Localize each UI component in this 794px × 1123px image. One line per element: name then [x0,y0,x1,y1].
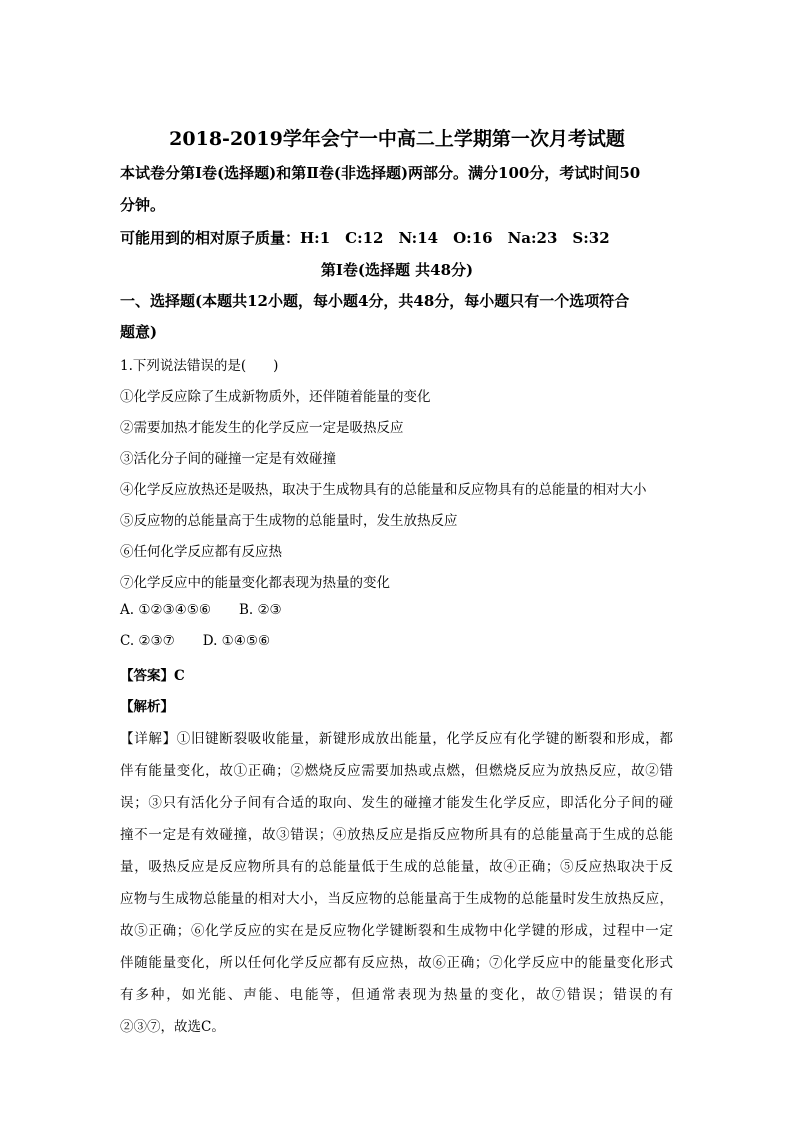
statement-7: ⑦化学反应中的能量变化都表现为热量的变化 [120,575,390,591]
detail-line-1: 【详解】①旧键断裂吸收能量，新键形成放出能量，化学反应有化学键的断裂和形成，都 [120,731,673,747]
atomic-mass-line: 可能用到的相对原子质量：H:1 C:12 N:14 O:16 Na:23 S:32 [120,229,610,247]
detail-line-7: 故⑤正确；⑥化学反应的实在是反应物化学键断裂和生成物中化学键的形成，过程中一定 [120,923,673,939]
detail-line-10: ②③⑦，故选C。 [120,1019,225,1035]
statement-3: ③活化分子间的碰撞一定是有效碰撞 [120,451,336,467]
detail-line-8: 伴随能量变化，所以任何化学反应都有反应热，故⑥正确；⑦化学反应中的能量变化形式 [120,955,673,971]
detail-line-2: 伴有能量变化，故①正确；②燃烧反应需要加热或点燃，但燃烧反应为放热反应，故②错 [120,763,673,779]
detail-line-5: 量，吸热反应是反应物所具有的总能量低于生成的总能量，故④正确；⑤反应热取决于反 [120,859,673,875]
analysis-header: 【解析】 [120,699,174,715]
part1-header: 第Ⅰ卷(选择题 共48分) [320,261,474,279]
statement-6: ⑥任何化学反应都有反应热 [120,544,282,560]
detail-line-9: 有多种，如光能、声能、电能等，但通常表现为热量的变化，故⑦错误；错误的有 [120,987,673,1003]
detail-line-4: 撞不一定是有效碰撞，故③错误；④放热反应是指反应物所具有的总能量高于生成的总能 [120,827,673,843]
options-row-cd [120,633,270,649]
statement-4: ④化学反应放热还是吸热，取决于生成物具有的总能量和反应物具有的总能量的相对大小 [120,482,647,498]
options-row-ab [120,602,282,618]
detail-line-3: 误；③只有活化分子间有合适的取向、发生的碰撞才能发生化学反应，即活化分子间的碰 [120,795,673,811]
question-stem: 1.下列说法错误的是( ) [120,358,279,374]
option-a: A. ①②③④⑤⑥ [120,602,211,618]
option-b: B. ②③ [238,602,282,618]
statement-2: ②需要加热才能发生的化学反应一定是吸热反应 [120,420,404,436]
exam-title: 2018-2019学年会宁一中高二上学期第一次月考试题 [169,128,625,150]
option-d: D. ①④⑤⑥ [202,633,271,649]
answer-label: 【答案】C [120,668,185,684]
detail-line-6: 应物与生成物总能量的相对大小，当反应物的总能量高于生成物的总能量时发生放热反应， [120,891,673,907]
statement-5: ⑤反应物的总能量高于生成物的总能量时，发生放热反应 [120,513,458,529]
section-header-line-1: 一、选择题(本题共12小题，每小题4分，共48分，每小题只有一个选项符合 [120,292,630,310]
intro-line-1: 本试卷分第Ⅰ卷(选择题)和第Ⅱ卷(非选择题)两部分。满分100分，考试时间50 [120,164,641,182]
intro-line-2: 分钟。 [120,196,166,214]
option-c: C. ②③⑦ [120,633,175,649]
section-header-line-2: 题意) [120,323,158,341]
statement-1: ①化学反应除了生成新物质外，还伴随着能量的变化 [120,389,431,405]
